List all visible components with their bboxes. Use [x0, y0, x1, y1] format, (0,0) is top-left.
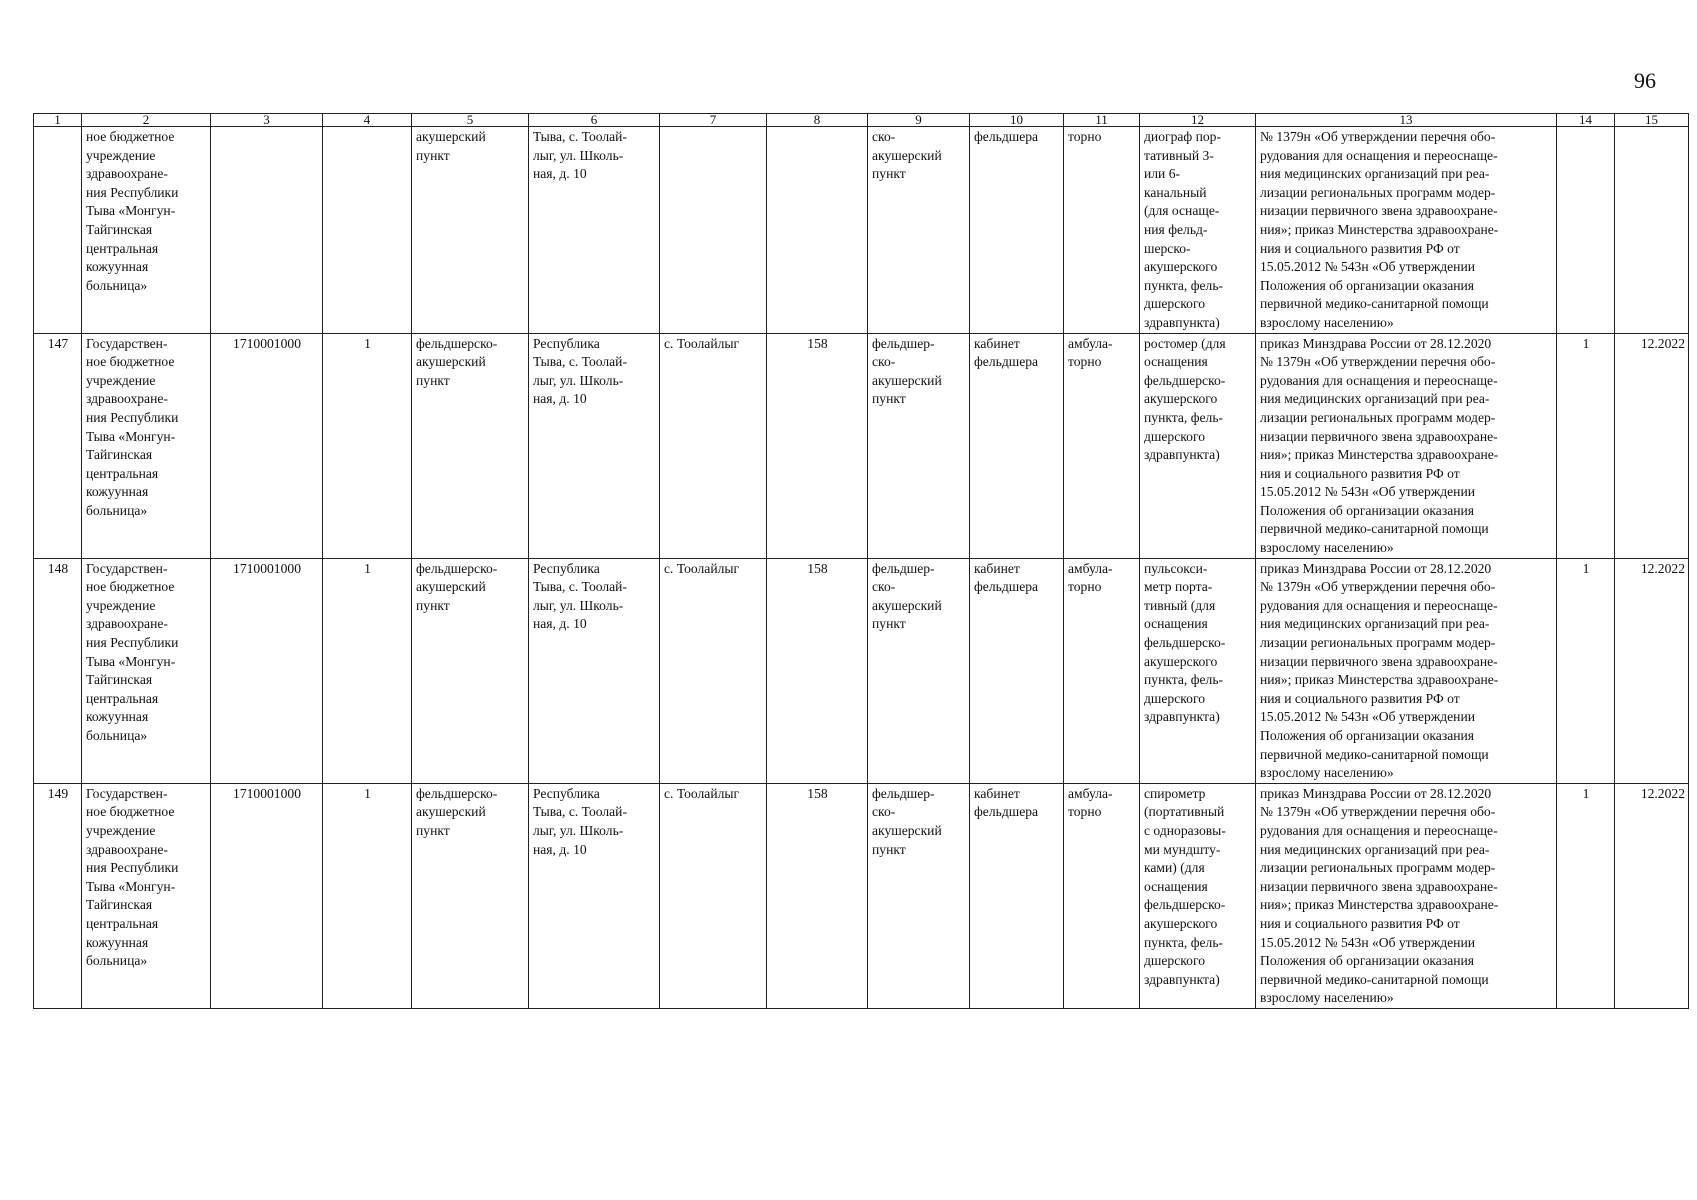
- column-number: 13: [1256, 114, 1557, 127]
- cell-basis: приказ Минздрава России от 28.12.2020 № 1379н «Об утверждении перечня обо- рудования для оснащения и переоснаще- ния медицинских организаций при реа- лизации региональных программ модер- низации первичного звена здравоохране- ния»; приказ Минстерства здравоохране- ния и социального развития РФ от 15.05.2012 № 543н «Об утверждении Положения об организации оказания первичной медико-санитарной помощи взрослому населению»: [1256, 558, 1557, 783]
- cell-equipment: спирометр (портативный с одноразовы- ми мундшту- ками) (для оснащения фельдшерско- акушерского пункта, фель- дшерского здравпункта): [1140, 783, 1256, 1008]
- cell-care: амбула- торно: [1064, 558, 1140, 783]
- cell-code: 1710001000: [211, 333, 323, 558]
- cell-qty: [323, 127, 412, 334]
- cell-equipment: диограф пор- тативный 3- или 6- канальный (для оснаще- ния фельд- шерско- акушерского пункта, фель- дшерского здравпункта): [1140, 127, 1256, 334]
- cell-locality: с. Тоолайлыг: [660, 783, 767, 1008]
- cell-qty: 1: [323, 333, 412, 558]
- cell-population: [767, 127, 868, 334]
- cell-care: торно: [1064, 127, 1140, 334]
- cell-code: 1710001000: [211, 558, 323, 783]
- cell-basis: № 1379н «Об утверждении перечня обо- рудования для оснащения и переоснаще- ния медицинских организаций при реа- лизации региональных программ модер- низации первичного звена здравоохране- ния»; приказ Минстерства здравоохране- ния и социального развития РФ от 15.05.2012 № 543н «Об утверждении Положения об организации оказания первичной медико-санитарной помощи взрослому населению»: [1256, 127, 1557, 334]
- cell-facility-type: фельдшерско- акушерский пункт: [412, 558, 529, 783]
- cell-unit: фельдшер- ско- акушерский пункт: [868, 558, 970, 783]
- column-number: 10: [970, 114, 1064, 127]
- column-number: 12: [1140, 114, 1256, 127]
- column-number: 7: [660, 114, 767, 127]
- cell-code: 1710001000: [211, 783, 323, 1008]
- cell-address: Тыва, с. Тоолай- лыг, ул. Школь- ная, д. 10: [529, 127, 660, 334]
- cell-locality: с. Тоолайлыг: [660, 558, 767, 783]
- cell-basis: приказ Минздрава России от 28.12.2020 № 1379н «Об утверждении перечня обо- рудования для оснащения и переоснаще- ния медицинских организаций при реа- лизации региональных программ модер- низации первичного звена здравоохране- ния»; приказ Минстерства здравоохране- ния и социального развития РФ от 15.05.2012 № 543н «Об утверждении Положения об организации оказания первичной медико-санитарной помощи взрослому населению»: [1256, 333, 1557, 558]
- cell-facility-type: фельдшерско- акушерский пункт: [412, 333, 529, 558]
- cell-care: амбула- торно: [1064, 783, 1140, 1008]
- column-number: 14: [1557, 114, 1615, 127]
- column-number: 5: [412, 114, 529, 127]
- cell-basis: приказ Минздрава России от 28.12.2020 № 1379н «Об утверждении перечня обо- рудования для оснащения и переоснаще- ния медицинских организаций при реа- лизации региональных программ модер- низации первичного звена здравоохране- ния»; приказ Минстерства здравоохране- ния и социального развития РФ от 15.05.2012 № 543н «Об утверждении Положения об организации оказания первичной медико-санитарной помощи взрослому населению»: [1256, 783, 1557, 1008]
- cell-locality: с. Тоолайлыг: [660, 333, 767, 558]
- cell-date: [1615, 127, 1689, 334]
- cell-code: [211, 127, 323, 334]
- cell-organization: Государствен- ное бюджетное учреждение здравоохране- ния Республики Тыва «Монгун- Тайгинская центральная кожуунная больница»: [82, 783, 211, 1008]
- table-row: [34, 558, 1689, 783]
- cell-address: Республика Тыва, с. Тоолай- лыг, ул. Школь- ная, д. 10: [529, 783, 660, 1008]
- column-number: 8: [767, 114, 868, 127]
- continuation-row: [34, 127, 1689, 334]
- table-row: [34, 783, 1689, 1008]
- cell-locality: [660, 127, 767, 334]
- cell-unit: ско- акушерский пункт: [868, 127, 970, 334]
- cell-room: кабинет фельдшера: [970, 558, 1064, 783]
- column-number-row: [34, 114, 1689, 127]
- cell-count: 1: [1557, 333, 1615, 558]
- column-number: 4: [323, 114, 412, 127]
- cell-qty: 1: [323, 783, 412, 1008]
- cell-facility-type: акушерский пункт: [412, 127, 529, 334]
- table-row: [34, 333, 1689, 558]
- cell-date: 12.2022: [1615, 783, 1689, 1008]
- cell-organization: Государствен- ное бюджетное учреждение здравоохране- ния Республики Тыва «Монгун- Тайгинская центральная кожуунная больница»: [82, 558, 211, 783]
- column-number: 11: [1064, 114, 1140, 127]
- cell-date: 12.2022: [1615, 333, 1689, 558]
- column-number: 9: [868, 114, 970, 127]
- cell-address: Республика Тыва, с. Тоолай- лыг, ул. Школь- ная, д. 10: [529, 333, 660, 558]
- cell-equipment: ростомер (для оснащения фельдшерско- акушерского пункта, фель- дшерского здравпункта): [1140, 333, 1256, 558]
- cell-count: 1: [1557, 558, 1615, 783]
- cell-count: 1: [1557, 783, 1615, 1008]
- cell-organization: Государствен- ное бюджетное учреждение здравоохране- ния Республики Тыва «Монгун- Тайгинская центральная кожуунная больница»: [82, 333, 211, 558]
- cell-count: [1557, 127, 1615, 334]
- equipment-table: [33, 113, 1689, 1009]
- cell-care: амбула- торно: [1064, 333, 1140, 558]
- cell-equipment: пульсокси- метр порта- тивный (для оснащения фельдшерско- акушерского пункта, фель- дшерского здравпункта): [1140, 558, 1256, 783]
- cell-unit: фельдшер- ско- акушерский пункт: [868, 333, 970, 558]
- page-number: 96: [1634, 68, 1656, 93]
- cell-address: Республика Тыва, с. Тоолай- лыг, ул. Школь- ная, д. 10: [529, 558, 660, 783]
- cell-room: кабинет фельдшера: [970, 333, 1064, 558]
- column-number: 2: [82, 114, 211, 127]
- cell-unit: фельдшер- ско- акушерский пункт: [868, 783, 970, 1008]
- cell-population: 158: [767, 783, 868, 1008]
- cell-num: 147: [34, 333, 82, 558]
- cell-date: 12.2022: [1615, 558, 1689, 783]
- cell-population: 158: [767, 558, 868, 783]
- cell-num: 149: [34, 783, 82, 1008]
- column-number: 3: [211, 114, 323, 127]
- cell-qty: 1: [323, 558, 412, 783]
- cell-facility-type: фельдшерско- акушерский пункт: [412, 783, 529, 1008]
- column-number: 6: [529, 114, 660, 127]
- cell-num: [34, 127, 82, 334]
- cell-room: фельдшера: [970, 127, 1064, 334]
- cell-organization: ное бюджетное учреждение здравоохране- ния Республики Тыва «Монгун- Тайгинская центральная кожуунная больница»: [82, 127, 211, 334]
- column-number: 15: [1615, 114, 1689, 127]
- cell-room: кабинет фельдшера: [970, 783, 1064, 1008]
- column-number: 1: [34, 114, 82, 127]
- cell-num: 148: [34, 558, 82, 783]
- cell-population: 158: [767, 333, 868, 558]
